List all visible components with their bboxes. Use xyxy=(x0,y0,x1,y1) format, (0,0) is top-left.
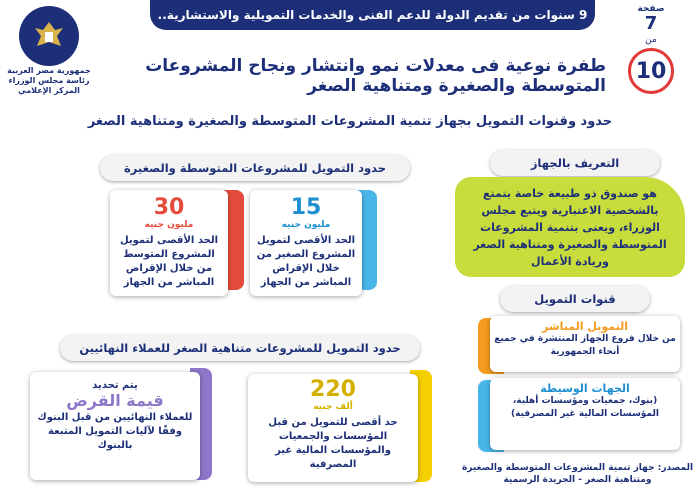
logo-line-2: رئاسة مجلس الوزراء xyxy=(8,76,90,85)
micro-max-card xyxy=(248,374,418,482)
micro-max-value: 220 xyxy=(310,377,356,402)
loan-desc: للعملاء النهائيين من قبل البنوك وفقًا لآليات التمويل المتبعة بالبنوك xyxy=(37,412,193,451)
intermediary-card xyxy=(490,378,680,450)
small-project-card xyxy=(250,190,362,296)
direct-desc: من خلال فروع الجهاز المنتشرة في جميع أنحاء الجمهورية xyxy=(494,334,676,357)
definition-text: هو صندوق ذو طبيعة خاصة يتمتع بالشخصية الاعتبارية ويتبع مجلس الوزراء، ويعنى بتنمية المشروعات المتوسطة والصغيرة ومتناهية الصغر وريادة الأعمال xyxy=(473,186,667,268)
loan-top: يتم تحديد xyxy=(92,380,138,391)
medium-value: 30 xyxy=(153,195,185,220)
page-label: صفحة xyxy=(637,4,665,14)
page-sep: من xyxy=(645,35,657,45)
page-indicator xyxy=(616,4,686,104)
intermediary-title: الجهات الوسيطة xyxy=(540,382,630,395)
medium-unit: مليون جنيه xyxy=(144,220,194,230)
direct-financing-card xyxy=(490,316,680,372)
loan-big: قيمة القرض xyxy=(66,391,164,410)
top-banner: 9 سنوات من تقديم الدولة للدعم الفنى والخدمات التمويلية والاستشارية.. xyxy=(150,0,595,30)
page-total: 10 xyxy=(628,48,674,94)
small-value: 15 xyxy=(290,195,322,220)
subtitle: حدود وقنوات التمويل بجهاز تنمية المشروعات المتوسطة والصغيرة ومتناهية الصغر xyxy=(87,114,613,129)
media-center-logo xyxy=(6,6,92,100)
small-desc: الحد الأقصى لتمويل المشروع الصغير من خلال الإقراض المباشر من الجهاز xyxy=(256,235,356,288)
logo-line-1: جمهورية مصر العربية xyxy=(7,66,91,75)
intermediary-desc: (بنوك، جمعيات ومؤسسات أهلية، المؤسسات المالية غير المصرفية) xyxy=(511,396,659,419)
micro-header: حدود التمويل للمشروعات متناهية الصغر للعملاء النهائيين xyxy=(60,335,420,361)
medium-desc: الحد الأقصى لتمويل المشروع المتوسط من خلال الإقراض المباشر من الجهاز xyxy=(119,235,218,288)
medium-project-card xyxy=(110,190,228,296)
medium-small-header: حدود التمويل للمشروعات المتوسطة والصغيرة xyxy=(100,155,410,181)
loan-value-card xyxy=(30,372,200,480)
micro-max-unit: ألف جنيه xyxy=(313,402,353,412)
eagle-emblem-icon xyxy=(19,6,79,66)
direct-title: التمويل المباشر xyxy=(542,320,628,333)
micro-max-desc: حد أقصى للتمويل من قبل المؤسسات والجمعيات والمؤسسات المالية غير المصرفية xyxy=(268,417,398,470)
source-note: المصدر: جهاز تنمية المشروعات المتوسطة والصغيرة ومتناهية الصغر - الجريدة الرسمية xyxy=(461,463,694,485)
main-title: طفرة نوعية فى معدلات نمو وانتشار ونجاح المشروعات المتوسطة والصغيرة ومتناهية الصغر xyxy=(145,56,606,96)
page-number: 7 xyxy=(644,13,658,34)
channels-header: قنوات التمويل xyxy=(500,286,650,312)
definition-header: التعريف بالجهاز xyxy=(490,150,660,176)
definition-box xyxy=(455,177,685,277)
small-unit: مليون جنيه xyxy=(281,220,331,230)
logo-line-3: المركز الإعلامي xyxy=(18,86,80,95)
